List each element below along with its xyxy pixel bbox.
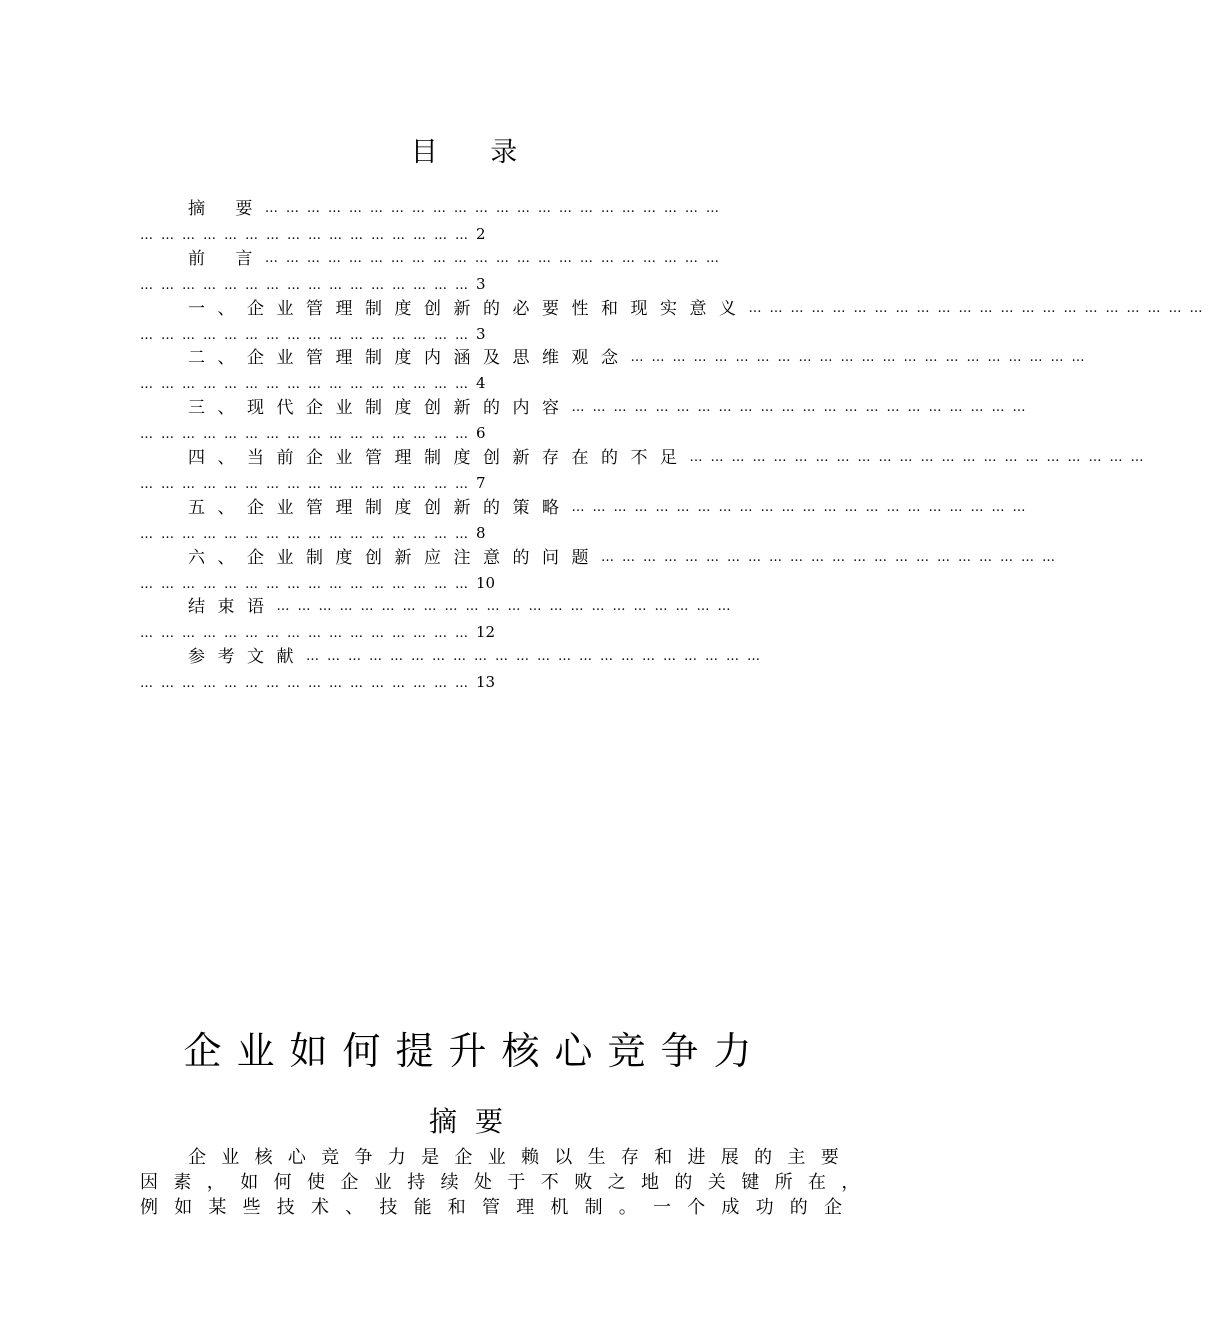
article-title: 企业如何提升核心竞争力: [183, 1029, 767, 1073]
toc-title: 目 录: [410, 137, 540, 168]
toc-leader: …………………………………………………………: [264, 250, 727, 266]
toc-entry-label: 六、企业制度创新应注意的问题: [188, 547, 601, 568]
table-of-contents: [140, 196, 1211, 694]
toc-leader: …………………………………………: [140, 327, 476, 343]
toc-entry-label: 四、当前企业管理制度创新存在的不足: [188, 447, 690, 468]
toc-leader: …………………………………………………………: [571, 400, 1034, 416]
toc-entry-page: 7: [476, 473, 486, 492]
toc-leader: …………………………………………………………: [748, 300, 1211, 316]
toc-leader: …………………………………………………………: [276, 599, 739, 615]
toc-entry-label: 参考文献: [188, 647, 306, 668]
toc-entry[interactable]: [140, 594, 844, 644]
toc-leader: …………………………………………………………: [571, 499, 1034, 515]
toc-entry[interactable]: [140, 296, 1211, 346]
toc-entry-label: 结束语: [188, 597, 277, 618]
toc-leader: …………………………………………: [140, 427, 476, 443]
toc-entry[interactable]: [140, 644, 844, 694]
toc-leader: …………………………………………: [140, 277, 476, 293]
toc-entry[interactable]: [140, 395, 1034, 445]
toc-leader: …………………………………………: [140, 228, 476, 243]
toc-entry-label: 一、企业管理制度创新的必要性和现实意义: [188, 298, 749, 319]
toc-entry[interactable]: [140, 545, 1063, 595]
abstract-line: 企业核心竞争力是企业赖以生存和进展的主要: [188, 1147, 854, 1168]
toc-leader: …………………………………………: [140, 676, 476, 692]
toc-leader: …………………………………………………………: [264, 201, 727, 216]
toc-leader: …………………………………………: [140, 626, 476, 642]
toc-entry-page: 3: [476, 324, 486, 343]
toc-leader: …………………………………………: [140, 476, 476, 492]
toc-leader: …………………………………………: [140, 526, 476, 542]
toc-entry-page: 10: [476, 573, 496, 592]
toc-entry-page: 3: [476, 274, 486, 293]
toc-entry[interactable]: [140, 345, 1093, 395]
toc-leader: …………………………………………………………: [601, 549, 1063, 565]
abstract-line: 例如某些技术、技能和管理机制。一个成功的企: [140, 1197, 859, 1218]
toc-leader: …………………………………………: [140, 377, 476, 393]
abstract-line: 因素，如何使企业持续处于不败之地的关键所在，: [140, 1172, 875, 1193]
toc-entry-page: 4: [476, 374, 486, 393]
toc-leader: …………………………………………: [140, 576, 476, 592]
toc-leader: …………………………………………………………: [306, 649, 768, 665]
toc-entry-label: 五、企业管理制度创新的策略: [188, 497, 572, 518]
toc-entry-label: 前 言: [188, 248, 265, 269]
toc-entry-page: 12: [476, 623, 496, 642]
toc-entry-page: 6: [476, 424, 486, 443]
toc-entry[interactable]: [140, 445, 1152, 495]
toc-entry-label: 三、现代企业制度创新的内容: [188, 398, 572, 419]
toc-entry[interactable]: [140, 246, 844, 296]
toc-entry-page: 2: [476, 225, 486, 243]
toc-entry[interactable]: [140, 196, 844, 246]
toc-entry-page: 8: [476, 523, 486, 542]
toc-entry-label: 二、企业管理制度内涵及思维观念: [188, 348, 631, 369]
toc-leader: …………………………………………………………: [689, 449, 1152, 465]
toc-entry-label: 摘 要: [188, 199, 265, 219]
toc-leader: …………………………………………………………: [630, 350, 1093, 366]
abstract-heading: 摘要: [428, 1105, 521, 1138]
toc-entry-page: 13: [476, 673, 496, 692]
toc-entry[interactable]: [140, 495, 1034, 545]
